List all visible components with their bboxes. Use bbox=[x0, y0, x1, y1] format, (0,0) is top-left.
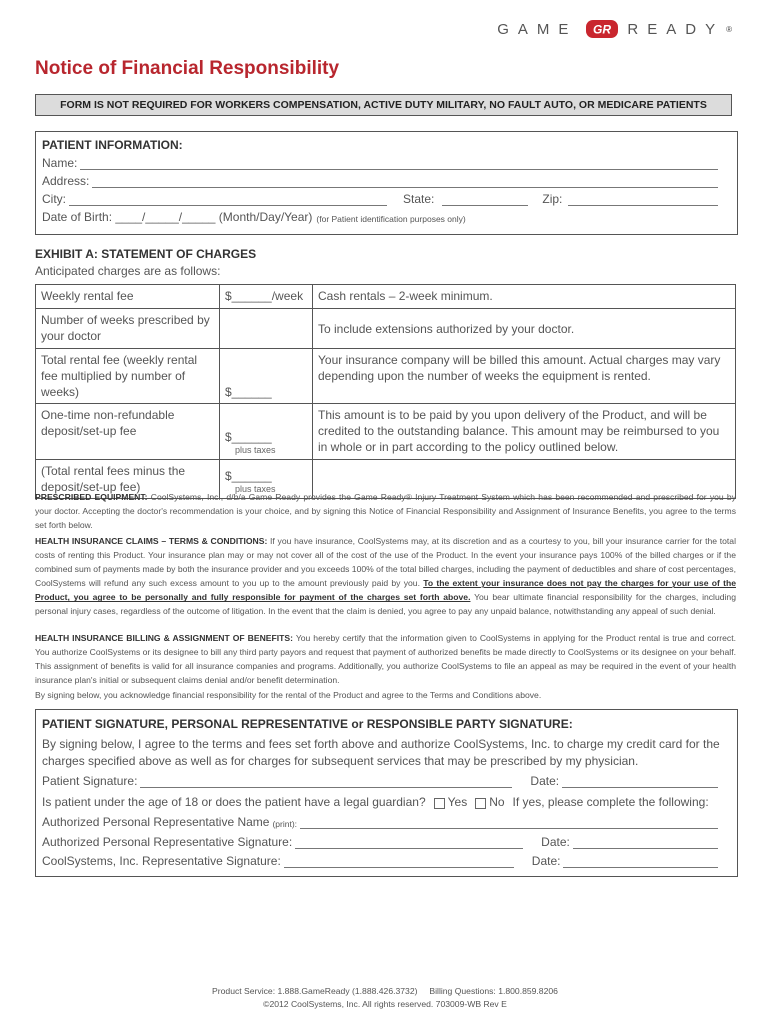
billing-assignment-paragraph bbox=[35, 631, 736, 687]
game-ready-logo bbox=[497, 18, 732, 40]
patient-information-section bbox=[35, 131, 738, 235]
no-label: No bbox=[489, 795, 505, 809]
yes-checkbox[interactable] bbox=[434, 798, 445, 809]
insurance-claims-underline: To the extent your insurance does not pay the charges for your use of the Product, you agree to be personally and fully responsible for payment of the charges set forth above. bbox=[35, 578, 736, 603]
address-field[interactable] bbox=[92, 177, 718, 188]
signature-intro: By signing below, I agree to the terms and fees set forth above and authorize CoolSystems, Inc. to charge my credit card for the charges specified above as well as for charges for subsequent services that may be prescribed by my physician. bbox=[42, 737, 720, 768]
charge-label: Number of weeks prescribed by your doctor bbox=[36, 309, 220, 349]
insurance-claims-title: HEALTH INSURANCE CLAIMS – TERMS & CONDITIONS: bbox=[35, 536, 268, 546]
yes-label: Yes bbox=[447, 795, 468, 809]
dob-label[interactable]: Date of Birth: ____/_____/_____ (Month/Day/Year) bbox=[42, 210, 313, 224]
city-label: City: bbox=[42, 192, 66, 206]
charge-description: To include extensions authorized by your doctor. bbox=[313, 309, 736, 349]
billing-assignment-body: You hereby certify that the information given to CoolSystems in applying for the Product rental is true and correct. You authorize CoolSystems or its designee to bill any third party payors and request that payment of authorized benefits be made directly to CoolSystems or its designee on your behalf. This assignment of benefits is valid for all insurance companies and programs. Additionally, you authorize CoolSystems to file an appeal as may be required in the event of your health insurance plan's initial or subsequent claims denial and/or benefit determination. bbox=[35, 633, 736, 686]
no-checkbox[interactable] bbox=[475, 798, 486, 809]
coolsystems-signature-label: CoolSystems, Inc. Representative Signature: bbox=[42, 854, 281, 868]
charges-table bbox=[35, 284, 736, 499]
charge-label: Weekly rental fee bbox=[36, 285, 220, 309]
charge-description: Cash rentals – 2-week minimum. bbox=[313, 285, 736, 309]
patient-date-field[interactable] bbox=[562, 777, 718, 788]
exhibit-heading: EXHIBIT A: STATEMENT OF CHARGES bbox=[35, 247, 257, 261]
print-note: (print): bbox=[272, 819, 298, 829]
city-state-zip-row bbox=[42, 192, 718, 206]
plus-taxes-note: plus taxes bbox=[235, 445, 276, 455]
acknowledgement-paragraph: By signing below, you acknowledge financial responsibility for the rental of the Product and agree to the Terms and Conditions above. bbox=[35, 690, 542, 700]
logo-mark-text: GR bbox=[593, 22, 612, 37]
charge-description: This amount is to be paid by you upon delivery of the Product, and will be credited to the outstanding balance. This amount may be reimbursed to you in whole or in part according to the policy outlined below. bbox=[313, 404, 736, 460]
state-label: State: bbox=[403, 192, 435, 206]
table-row bbox=[36, 404, 736, 460]
exhibit-subheading: Anticipated charges are as follows: bbox=[35, 264, 221, 278]
insurance-claims-body: If you have insurance, CoolSystems may, at its discretion and as a courtesy to you, bill your insurance carrier for the total costs of renting this Product. Your insurance plan may or may not cover all of the cost of the use of the Product. In the event your insurance pays 100% of the billed charges or if the combined sum of payments made by both the insurance provider and you exceeds 100% of the total billed charges, including the payment of deductibles and share of cost percentages, CoolSystems will refund any such excess amount to you up to the amount previously paid by you. bbox=[35, 536, 736, 589]
logo-left-text: GAME bbox=[497, 20, 578, 38]
insurance-claims-paragraph bbox=[35, 534, 736, 619]
plus-taxes-note: plus taxes bbox=[235, 484, 276, 494]
footer-contact: Product Service: 1.888.GameReady (1.888.426.3732) Billing Questions: 1.800.859.8206 bbox=[212, 986, 558, 996]
signature-section bbox=[35, 709, 738, 877]
city-field[interactable] bbox=[69, 195, 387, 206]
patient-information-heading: PATIENT INFORMATION: bbox=[42, 138, 183, 152]
auth-name-label: Authorized Personal Representative Name bbox=[42, 815, 270, 829]
coolsystems-signature-field[interactable] bbox=[284, 857, 514, 868]
dob-note: (for Patient identification purposes only) bbox=[316, 214, 466, 224]
billing-assignment-title: HEALTH INSURANCE BILLING & ASSIGNMENT OF BENEFITS: bbox=[35, 633, 293, 643]
table-row bbox=[36, 349, 736, 404]
guardian-question: Is patient under the age of 18 or does the patient have a legal guardian? bbox=[42, 795, 426, 809]
state-field[interactable] bbox=[442, 195, 528, 206]
signature-heading: PATIENT SIGNATURE, PERSONAL REPRESENTATIVE or RESPONSIBLE PARTY SIGNATURE: bbox=[42, 717, 573, 731]
logo-registered: ® bbox=[726, 24, 732, 34]
auth-signature-field[interactable] bbox=[295, 838, 523, 849]
charge-amount[interactable] bbox=[220, 309, 313, 349]
guardian-row bbox=[42, 795, 709, 809]
table-row bbox=[36, 309, 736, 349]
charge-label: Total rental fee (weekly rental fee multiplied by number of weeks) bbox=[36, 349, 220, 404]
page-title: Notice of Financial Responsibility bbox=[35, 58, 340, 79]
insurance-claims-tail: You bear ultimate financial responsibility for the charges, including personal injury cases, regardless of the outcome of litigation. In the event that the claim is denied, you agree to pay any unpaid balance, notwithstanding any appeal of such denial. bbox=[35, 592, 736, 617]
charge-amount[interactable]: $______/week bbox=[220, 285, 313, 309]
date-label: Date: bbox=[531, 854, 561, 868]
table-row bbox=[36, 285, 736, 309]
auth-signature-label: Authorized Personal Representative Signature: bbox=[42, 835, 293, 849]
logo-right-text: READY bbox=[627, 20, 725, 38]
address-row bbox=[42, 174, 718, 188]
name-field[interactable] bbox=[80, 159, 718, 170]
prescribed-equipment-title: PRESCRIBED EQUIPMENT: bbox=[35, 492, 148, 502]
charge-amount[interactable]: $______ bbox=[220, 349, 313, 404]
charge-amount[interactable]: $______ bbox=[225, 430, 272, 444]
patient-signature-label: Patient Signature: bbox=[42, 774, 138, 788]
charge-label: (Total rental fees minus the deposit/set-up fee) bbox=[36, 460, 220, 499]
date-label: Date: bbox=[541, 835, 570, 849]
zip-label: Zip: bbox=[542, 192, 563, 206]
prescribed-equipment-body: CoolSystems, Inc., d/b/a Game Ready provides the Game Ready® Injury Treatment System which has been recommended and prescribed for you by your doctor. Accepting the doctor's recommendation is your choice, and by signing this Notice of Financial Responsibility and Assignment of Insurance Benefits, you agree to the terms set forth below. bbox=[35, 492, 736, 531]
name-label: Name: bbox=[42, 156, 78, 170]
footer-copyright: ©2012 CoolSystems, Inc. All rights reserved. 703009-WB Rev E bbox=[263, 999, 507, 1009]
coolsystems-date-field[interactable] bbox=[563, 857, 718, 868]
charge-amount[interactable]: $______ bbox=[225, 469, 272, 483]
charge-description: Your insurance company will be billed this amount. Actual charges may vary depending upon the number of weeks the equipment is rented. bbox=[313, 349, 736, 404]
address-label: Address: bbox=[42, 174, 90, 188]
patient-signature-row bbox=[42, 774, 718, 788]
prescribed-equipment-paragraph bbox=[35, 490, 736, 532]
coolsystems-signature-row bbox=[42, 854, 718, 868]
auth-name-field[interactable] bbox=[300, 818, 718, 829]
charge-label: One-time non-refundable deposit/set-up fee bbox=[36, 404, 220, 460]
auth-signature-row bbox=[42, 835, 718, 849]
auth-name-row bbox=[42, 815, 718, 829]
zip-field[interactable] bbox=[568, 195, 718, 206]
guardian-instructions: If yes, please complete the following: bbox=[512, 795, 709, 809]
charge-amount-cell[interactable] bbox=[220, 404, 313, 460]
date-label: Date: bbox=[530, 774, 560, 788]
dob-row bbox=[42, 210, 466, 224]
patient-signature-field[interactable] bbox=[140, 777, 512, 788]
eligibility-banner: FORM IS NOT REQUIRED FOR WORKERS COMPENSATION, ACTIVE DUTY MILITARY, NO FAULT AUTO, OR MEDICARE PATIENTS bbox=[35, 94, 732, 116]
logo-mark-icon bbox=[585, 18, 619, 40]
name-row bbox=[42, 156, 718, 170]
auth-date-field[interactable] bbox=[573, 838, 718, 849]
